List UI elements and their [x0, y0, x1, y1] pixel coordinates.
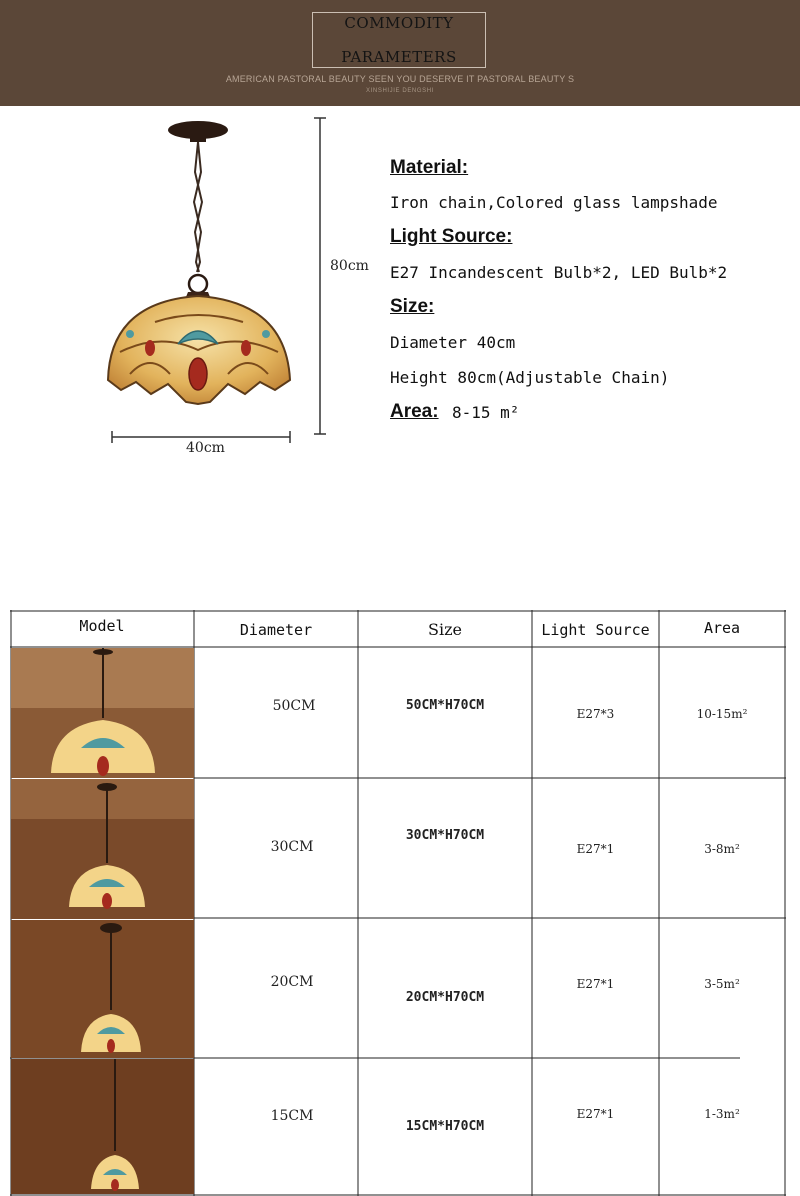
header-size: Size [428, 620, 462, 639]
row2-area: 3-8m² [704, 842, 740, 856]
row2-light: E27*1 [576, 842, 615, 856]
height-dimension-line [312, 116, 328, 438]
row4-light: E27*1 [576, 1107, 615, 1121]
light-source-label: Light Source: [390, 226, 513, 247]
row2-size: 30CM*H70CM [405, 828, 485, 843]
row2-diameter: 30CM [270, 839, 314, 855]
area-label: Area: [390, 401, 439, 422]
model-photo-15cm [11, 1059, 194, 1194]
row4-diameter: 15CM [270, 1108, 314, 1124]
lamp-illustration [100, 112, 310, 422]
row1-diameter: 50CM [272, 698, 316, 714]
row3-diameter: 20CM [270, 974, 314, 990]
material-value: Iron chain,Colored glass lampshade [390, 193, 718, 212]
row4-area: 1-3m² [704, 1107, 740, 1121]
row1-area: 10-15m² [696, 707, 748, 721]
header-model: Model [79, 617, 125, 635]
model-photo-20cm [11, 920, 194, 1058]
size-height-value: Height 80cm(Adjustable Chain) [390, 368, 670, 387]
hanging-ring [189, 275, 207, 293]
banner-title-line2: PARAMETERS [341, 48, 457, 66]
chain [194, 142, 202, 272]
row3-area: 3-5m² [704, 977, 740, 991]
width-label: 40cm [186, 440, 225, 456]
model-photo-50cm [11, 648, 194, 778]
banner-subtitle: AMERICAN PASTORAL BEAUTY SEEN YOU DESERVE IT PASTORAL BEAUTY S [225, 74, 575, 84]
header-area: Area [703, 619, 741, 637]
area-value: 8-15 m² [452, 403, 520, 422]
light-source-value: E27 Incandescent Bulb*2, LED Bulb*2 [390, 263, 728, 282]
size-diameter-value: Diameter 40cm [390, 333, 516, 352]
model-photo-30cm [11, 779, 194, 919]
size-label: Size: [390, 296, 435, 317]
material-label: Material: [390, 157, 469, 178]
row4-size: 15CM*H70CM [405, 1119, 485, 1134]
row1-size: 50CM*H70CM [405, 698, 485, 713]
header-diameter: Diameter [239, 621, 313, 639]
banner-title-line1: COMMODITY [344, 14, 454, 32]
header-light-source: Light Source [541, 621, 650, 639]
row3-size: 20CM*H70CM [405, 990, 485, 1005]
header-banner [0, 0, 800, 106]
height-label: 80cm [330, 258, 369, 274]
row3-light: E27*1 [576, 977, 615, 991]
banner-subtitle-small: XINSHIJIE DENGSHI [366, 88, 434, 94]
row1-light: E27*3 [576, 707, 615, 721]
